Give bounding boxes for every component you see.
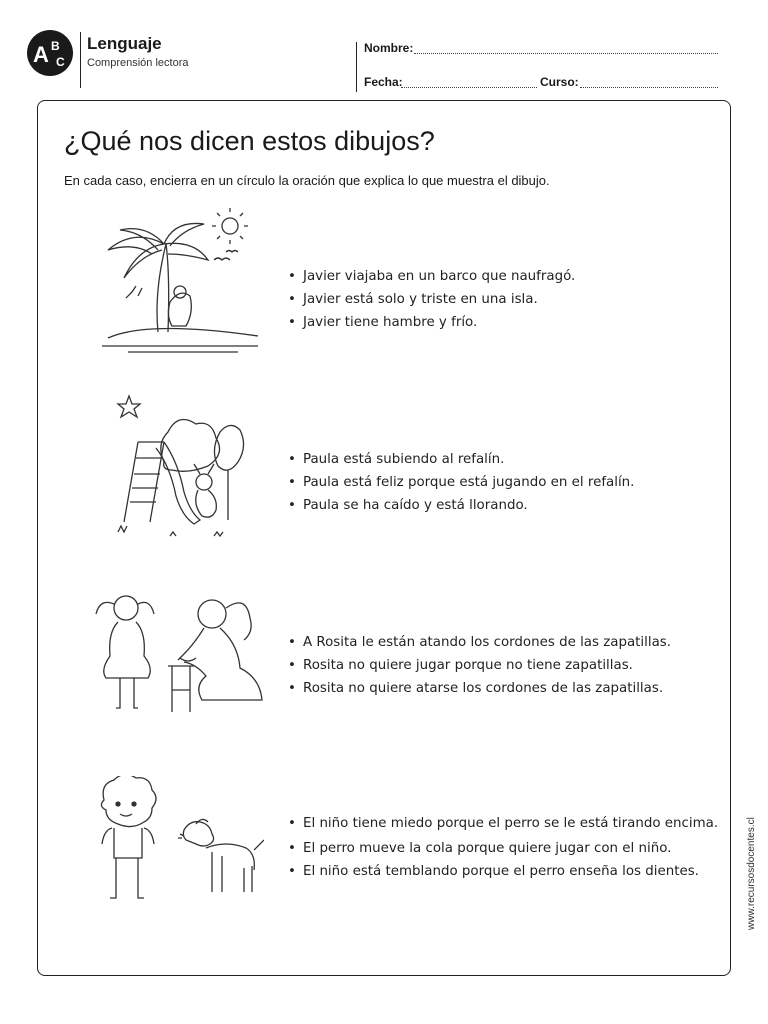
option-text: El niño tiene miedo porque el perro se le está tirando encima. xyxy=(303,816,719,831)
bullet-icon: • xyxy=(288,635,296,650)
date-label: Fecha: xyxy=(364,75,403,89)
abc-logo xyxy=(25,28,75,78)
shoelace-tying-drawing xyxy=(84,586,270,720)
option-text: A Rosita le están atando los cordones de las zapatillas. xyxy=(303,635,672,650)
worksheet-instruction: En cada caso, encierra en un círculo la oración que explica lo que muestra el dibujo. xyxy=(64,173,550,188)
option-4-1[interactable] xyxy=(288,814,728,834)
header-divider xyxy=(80,32,81,88)
bullet-icon: • xyxy=(288,681,296,696)
option-text: Javier viajaba en un barco que naufragó. xyxy=(303,269,576,284)
exercise-2-options xyxy=(288,448,634,517)
side-url: www.recursosdocentes.cl xyxy=(746,817,757,930)
option-text: El perro mueve la cola porque quiere jugar con el niño. xyxy=(303,841,672,856)
option-text: Paula está feliz porque está jugando en el refalín. xyxy=(303,475,635,490)
option-3-3[interactable] xyxy=(288,677,671,700)
option-1-2[interactable] xyxy=(288,288,575,311)
worksheet-title: ¿Qué nos dicen estos dibujos? xyxy=(64,126,435,156)
option-1-1[interactable] xyxy=(288,265,575,288)
exercise-3-options xyxy=(288,631,671,700)
bullet-icon: • xyxy=(288,292,296,307)
bullet-icon: • xyxy=(288,658,296,673)
option-4-3[interactable] xyxy=(288,860,728,883)
bullet-icon: • xyxy=(288,498,296,513)
option-2-2[interactable] xyxy=(288,471,634,494)
bullet-icon: • xyxy=(288,864,296,879)
island-palm-tree-drawing xyxy=(98,208,266,358)
bullet-icon: • xyxy=(288,269,296,284)
option-2-3[interactable] xyxy=(288,494,634,517)
option-text: El niño está temblando porque el perro enseña los dientes. xyxy=(303,864,699,879)
option-1-3[interactable] xyxy=(288,311,575,334)
boy-and-dog-drawing xyxy=(94,776,264,906)
bullet-icon: • xyxy=(288,841,296,856)
option-text: Paula está subiendo al refalín. xyxy=(303,452,505,467)
option-text: Rosita no quiere atarse los cordones de las zapatillas. xyxy=(303,681,664,696)
option-text: Javier tiene hambre y frío. xyxy=(303,315,478,330)
playground-slide-drawing xyxy=(104,392,254,542)
svg-text:B: B xyxy=(51,39,60,53)
name-field[interactable] xyxy=(414,53,718,54)
bullet-icon: • xyxy=(288,315,296,330)
name-label: Nombre: xyxy=(364,41,414,55)
date-field[interactable] xyxy=(401,87,537,88)
course-field[interactable] xyxy=(580,87,718,88)
option-3-1[interactable] xyxy=(288,631,671,654)
option-2-1[interactable] xyxy=(288,448,634,471)
subject-subtitle: Comprensión lectora xyxy=(87,57,189,69)
subject-title: Lenguaje xyxy=(87,34,162,53)
option-text: Paula se ha caído y está llorando. xyxy=(303,498,528,513)
exercise-1-options xyxy=(288,265,575,334)
exercise-4-options xyxy=(288,814,728,883)
course-label: Curso: xyxy=(540,75,579,89)
bullet-icon: • xyxy=(288,816,296,831)
option-text: Javier está solo y triste en una isla. xyxy=(303,292,538,307)
fields-divider xyxy=(356,42,357,92)
option-3-2[interactable] xyxy=(288,654,671,677)
bullet-icon: • xyxy=(288,475,296,490)
svg-text:A: A xyxy=(33,42,49,67)
svg-text:C: C xyxy=(56,55,65,69)
bullet-icon: • xyxy=(288,452,296,467)
option-4-2[interactable] xyxy=(288,837,728,860)
option-text: Rosita no quiere jugar porque no tiene zapatillas. xyxy=(303,658,633,673)
